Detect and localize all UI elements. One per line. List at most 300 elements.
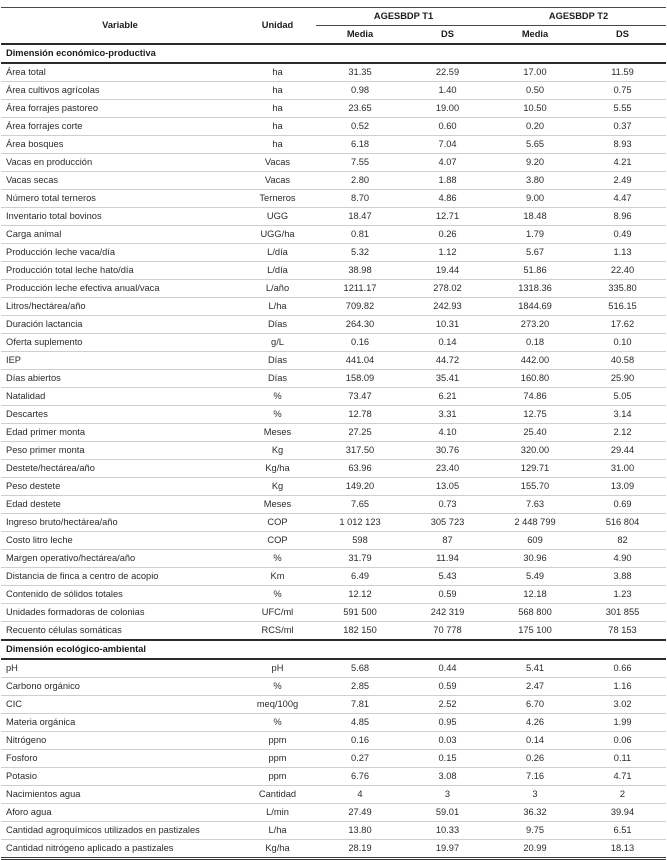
- unit-cell: Meses: [239, 424, 316, 442]
- table-row: [1, 82, 666, 100]
- t1-media-cell: 4: [316, 786, 404, 804]
- table-row: [1, 696, 666, 714]
- variable-cell: Área cultivos agrícolas: [1, 82, 239, 100]
- t1-ds-cell: 4.10: [404, 424, 491, 442]
- t1-ds-cell: 13.05: [404, 478, 491, 496]
- variable-cell: Edad destete: [1, 496, 239, 514]
- t1-ds-cell: 19.97: [404, 840, 491, 859]
- variable-cell: Producción leche vaca/día: [1, 244, 239, 262]
- t2-media-cell: 5.65: [491, 136, 579, 154]
- t1-ds-cell: 6.21: [404, 388, 491, 406]
- t2-ds-cell: 18.13: [579, 840, 666, 859]
- t1-media-cell: 1 012 123: [316, 514, 404, 532]
- t2-media-cell: 155.70: [491, 478, 579, 496]
- variable-cell: Vacas en producción: [1, 154, 239, 172]
- t1-media-cell: 0.27: [316, 750, 404, 768]
- t2-ds-cell: 4.90: [579, 550, 666, 568]
- variable-cell: Ingreso bruto/hectárea/año: [1, 514, 239, 532]
- t2-media-cell: 442.00: [491, 352, 579, 370]
- t1-ds-cell: 0.03: [404, 732, 491, 750]
- column-header-variable: Variable: [1, 8, 239, 45]
- t1-media-cell: 0.16: [316, 334, 404, 352]
- variable-cell: Distancia de finca a centro de acopio: [1, 568, 239, 586]
- variable-cell: Área total: [1, 63, 239, 82]
- t1-ds-cell: 0.14: [404, 334, 491, 352]
- unit-cell: Kg/ha: [239, 840, 316, 859]
- t2-ds-cell: 5.55: [579, 100, 666, 118]
- table-row: [1, 460, 666, 478]
- column-header-unidad: Unidad: [239, 8, 316, 45]
- t1-ds-cell: 0.26: [404, 226, 491, 244]
- t1-media-cell: 264.30: [316, 316, 404, 334]
- t2-ds-cell: 29.44: [579, 442, 666, 460]
- section-title: Dimensión ecológico-ambiental: [1, 640, 666, 659]
- t1-media-cell: 7.65: [316, 496, 404, 514]
- t1-media-cell: 0.81: [316, 226, 404, 244]
- t2-ds-cell: 0.49: [579, 226, 666, 244]
- t1-ds-cell: 10.31: [404, 316, 491, 334]
- t2-ds-cell: 1.99: [579, 714, 666, 732]
- t2-media-cell: 5.41: [491, 659, 579, 678]
- t2-media-cell: 1.79: [491, 226, 579, 244]
- t2-ds-cell: 40.58: [579, 352, 666, 370]
- unit-cell: ha: [239, 118, 316, 136]
- table-row: [1, 532, 666, 550]
- table-row: [1, 622, 666, 641]
- t2-ds-cell: 2: [579, 786, 666, 804]
- unit-cell: ppm: [239, 768, 316, 786]
- table-row: [1, 298, 666, 316]
- t2-ds-cell: 0.66: [579, 659, 666, 678]
- t2-media-cell: 609: [491, 532, 579, 550]
- t2-ds-cell: 335.80: [579, 280, 666, 298]
- t2-ds-cell: 1.16: [579, 678, 666, 696]
- t1-media-cell: 4.85: [316, 714, 404, 732]
- table-row: [1, 442, 666, 460]
- t2-ds-cell: 1.13: [579, 244, 666, 262]
- variable-cell: Peso destete: [1, 478, 239, 496]
- variable-cell: Peso primer monta: [1, 442, 239, 460]
- variable-cell: Área forrajes pastoreo: [1, 100, 239, 118]
- table-row: [1, 659, 666, 678]
- t2-ds-cell: 11.59: [579, 63, 666, 82]
- t1-ds-cell: 35.41: [404, 370, 491, 388]
- t1-ds-cell: 12.71: [404, 208, 491, 226]
- unit-cell: ppm: [239, 732, 316, 750]
- variable-cell: Cantidad agroquímicos utilizados en pastizales: [1, 822, 239, 840]
- t2-media-cell: 129.71: [491, 460, 579, 478]
- t1-media-cell: 441.04: [316, 352, 404, 370]
- column-group-agesbdp-t2: AGESBDP T2: [491, 8, 666, 26]
- t2-media-cell: 20.99: [491, 840, 579, 859]
- t2-ds-cell: 516.15: [579, 298, 666, 316]
- table-row: [1, 100, 666, 118]
- variable-cell: Área forrajes corte: [1, 118, 239, 136]
- unit-cell: ha: [239, 82, 316, 100]
- t1-media-cell: 0.16: [316, 732, 404, 750]
- t2-ds-cell: 25.90: [579, 370, 666, 388]
- variable-cell: Litros/hectárea/año: [1, 298, 239, 316]
- t2-ds-cell: 4.47: [579, 190, 666, 208]
- unit-cell: %: [239, 406, 316, 424]
- unit-cell: Días: [239, 370, 316, 388]
- t2-media-cell: 0.20: [491, 118, 579, 136]
- t1-ds-cell: 242.93: [404, 298, 491, 316]
- t2-ds-cell: 8.93: [579, 136, 666, 154]
- table-header: [1, 8, 666, 45]
- unit-cell: COP: [239, 532, 316, 550]
- unit-cell: Kg: [239, 442, 316, 460]
- variable-cell: Descartes: [1, 406, 239, 424]
- t1-ds-cell: 3.31: [404, 406, 491, 424]
- t1-ds-cell: 3.08: [404, 768, 491, 786]
- variable-cell: Contenido de sólidos totales: [1, 586, 239, 604]
- t1-ds-cell: 44.72: [404, 352, 491, 370]
- table-row: [1, 586, 666, 604]
- table-row: [1, 496, 666, 514]
- unit-cell: L/ha: [239, 822, 316, 840]
- t2-media-cell: 3.80: [491, 172, 579, 190]
- variable-cell: Inventario total bovinos: [1, 208, 239, 226]
- table-row: [1, 280, 666, 298]
- t2-ds-cell: 78 153: [579, 622, 666, 641]
- table-row: [1, 786, 666, 804]
- variable-cell: pH: [1, 659, 239, 678]
- variable-cell: Edad primer monta: [1, 424, 239, 442]
- t1-ds-cell: 1.88: [404, 172, 491, 190]
- unit-cell: Vacas: [239, 172, 316, 190]
- t1-media-cell: 73.47: [316, 388, 404, 406]
- variable-cell: Cantidad nitrógeno aplicado a pastizales: [1, 840, 239, 859]
- t2-ds-cell: 39.94: [579, 804, 666, 822]
- unit-cell: Días: [239, 352, 316, 370]
- t1-media-cell: 2.85: [316, 678, 404, 696]
- t2-ds-cell: 6.51: [579, 822, 666, 840]
- t1-media-cell: 38.98: [316, 262, 404, 280]
- t2-ds-cell: 17.62: [579, 316, 666, 334]
- t2-media-cell: 10.50: [491, 100, 579, 118]
- unit-cell: Kg: [239, 478, 316, 496]
- t1-ds-cell: 0.60: [404, 118, 491, 136]
- unit-cell: L/ha: [239, 298, 316, 316]
- t1-media-cell: 182 150: [316, 622, 404, 641]
- t2-media-cell: 9.20: [491, 154, 579, 172]
- column-header-t1-media: Media: [316, 26, 404, 45]
- table-row: [1, 406, 666, 424]
- variable-cell: Nitrógeno: [1, 732, 239, 750]
- t1-ds-cell: 70 778: [404, 622, 491, 641]
- table-row: [1, 118, 666, 136]
- table-row: [1, 514, 666, 532]
- table-row: [1, 732, 666, 750]
- t2-media-cell: 0.14: [491, 732, 579, 750]
- t1-media-cell: 591 500: [316, 604, 404, 622]
- unit-cell: Terneros: [239, 190, 316, 208]
- unit-cell: Vacas: [239, 154, 316, 172]
- unit-cell: COP: [239, 514, 316, 532]
- variable-cell: Nacimientos agua: [1, 786, 239, 804]
- section-header-row: [1, 640, 666, 659]
- unit-cell: Km: [239, 568, 316, 586]
- unit-cell: %: [239, 388, 316, 406]
- t2-media-cell: 2.47: [491, 678, 579, 696]
- t2-media-cell: 18.48: [491, 208, 579, 226]
- t1-media-cell: 149.20: [316, 478, 404, 496]
- unit-cell: %: [239, 714, 316, 732]
- t2-ds-cell: 4.71: [579, 768, 666, 786]
- variable-cell: Natalidad: [1, 388, 239, 406]
- t2-ds-cell: 8.96: [579, 208, 666, 226]
- t2-media-cell: 1318.36: [491, 280, 579, 298]
- column-header-t1-ds: DS: [404, 26, 491, 45]
- t1-media-cell: 0.52: [316, 118, 404, 136]
- t1-media-cell: 31.79: [316, 550, 404, 568]
- t2-media-cell: 2 448 799: [491, 514, 579, 532]
- unit-cell: ha: [239, 136, 316, 154]
- table-row: [1, 750, 666, 768]
- variable-cell: CIC: [1, 696, 239, 714]
- table-row: [1, 550, 666, 568]
- variable-cell: Días abiertos: [1, 370, 239, 388]
- unit-cell: Días: [239, 316, 316, 334]
- t1-ds-cell: 4.07: [404, 154, 491, 172]
- t1-media-cell: 12.78: [316, 406, 404, 424]
- column-header-t2-ds: DS: [579, 26, 666, 45]
- t2-ds-cell: 2.12: [579, 424, 666, 442]
- t1-media-cell: 12.12: [316, 586, 404, 604]
- t2-ds-cell: 0.11: [579, 750, 666, 768]
- t2-media-cell: 9.00: [491, 190, 579, 208]
- table-row: [1, 316, 666, 334]
- t1-ds-cell: 87: [404, 532, 491, 550]
- t2-media-cell: 36.32: [491, 804, 579, 822]
- table-row: [1, 568, 666, 586]
- table-row: [1, 208, 666, 226]
- unit-cell: Kg/ha: [239, 460, 316, 478]
- variable-cell: IEP: [1, 352, 239, 370]
- t1-ds-cell: 0.59: [404, 586, 491, 604]
- t1-media-cell: 709.82: [316, 298, 404, 316]
- t1-ds-cell: 305 723: [404, 514, 491, 532]
- table-row: [1, 388, 666, 406]
- unit-cell: UFC/ml: [239, 604, 316, 622]
- variable-cell: Producción total leche hato/día: [1, 262, 239, 280]
- table-row: [1, 262, 666, 280]
- variable-cell: Carbono orgánico: [1, 678, 239, 696]
- unit-cell: g/L: [239, 334, 316, 352]
- t1-media-cell: 5.32: [316, 244, 404, 262]
- t2-media-cell: 3: [491, 786, 579, 804]
- t2-media-cell: 1844.69: [491, 298, 579, 316]
- t2-ds-cell: 22.40: [579, 262, 666, 280]
- t2-ds-cell: 3.14: [579, 406, 666, 424]
- variable-cell: Materia orgánica: [1, 714, 239, 732]
- results-table: [1, 7, 666, 860]
- variable-cell: Margen operativo/hectárea/año: [1, 550, 239, 568]
- t1-media-cell: 1211.17: [316, 280, 404, 298]
- t1-ds-cell: 278.02: [404, 280, 491, 298]
- t2-media-cell: 7.16: [491, 768, 579, 786]
- t2-media-cell: 12.18: [491, 586, 579, 604]
- table-row: [1, 190, 666, 208]
- t1-ds-cell: 2.52: [404, 696, 491, 714]
- t1-ds-cell: 22.59: [404, 63, 491, 82]
- variable-cell: Costo litro leche: [1, 532, 239, 550]
- t1-media-cell: 2.80: [316, 172, 404, 190]
- t1-media-cell: 13.80: [316, 822, 404, 840]
- t2-media-cell: 0.26: [491, 750, 579, 768]
- unit-cell: ha: [239, 100, 316, 118]
- t2-ds-cell: 0.10: [579, 334, 666, 352]
- t1-media-cell: 27.25: [316, 424, 404, 442]
- t2-media-cell: 320.00: [491, 442, 579, 460]
- t1-ds-cell: 11.94: [404, 550, 491, 568]
- t1-ds-cell: 1.40: [404, 82, 491, 100]
- t2-ds-cell: 4.21: [579, 154, 666, 172]
- header-row-groups: [1, 8, 666, 26]
- unit-cell: ha: [239, 63, 316, 82]
- unit-cell: L/día: [239, 262, 316, 280]
- t1-media-cell: 18.47: [316, 208, 404, 226]
- unit-cell: L/día: [239, 244, 316, 262]
- t1-ds-cell: 59.01: [404, 804, 491, 822]
- t2-media-cell: 6.70: [491, 696, 579, 714]
- column-group-agesbdp-t1: AGESBDP T1: [316, 8, 491, 26]
- t2-media-cell: 7.63: [491, 496, 579, 514]
- table-row: [1, 226, 666, 244]
- t1-ds-cell: 0.73: [404, 496, 491, 514]
- t2-ds-cell: 0.37: [579, 118, 666, 136]
- t1-media-cell: 27.49: [316, 804, 404, 822]
- table-row: [1, 804, 666, 822]
- table-row: [1, 136, 666, 154]
- t2-ds-cell: 13.09: [579, 478, 666, 496]
- t2-media-cell: 25.40: [491, 424, 579, 442]
- t1-media-cell: 5.68: [316, 659, 404, 678]
- section-header-row: [1, 44, 666, 63]
- t2-ds-cell: 516 804: [579, 514, 666, 532]
- table-row: [1, 172, 666, 190]
- unit-cell: UGG/ha: [239, 226, 316, 244]
- t2-media-cell: 12.75: [491, 406, 579, 424]
- unit-cell: meq/100g: [239, 696, 316, 714]
- t1-ds-cell: 0.15: [404, 750, 491, 768]
- t2-media-cell: 0.50: [491, 82, 579, 100]
- t1-media-cell: 317.50: [316, 442, 404, 460]
- t1-ds-cell: 23.40: [404, 460, 491, 478]
- unit-cell: L/min: [239, 804, 316, 822]
- t1-ds-cell: 0.59: [404, 678, 491, 696]
- variable-cell: Producción leche efectiva anual/vaca: [1, 280, 239, 298]
- t2-media-cell: 5.49: [491, 568, 579, 586]
- t1-media-cell: 28.19: [316, 840, 404, 859]
- t2-ds-cell: 0.06: [579, 732, 666, 750]
- variable-cell: Destete/hectárea/año: [1, 460, 239, 478]
- section-title: Dimensión económico-productiva: [1, 44, 666, 63]
- t1-ds-cell: 5.43: [404, 568, 491, 586]
- t1-media-cell: 63.96: [316, 460, 404, 478]
- variable-cell: Fosforo: [1, 750, 239, 768]
- t2-media-cell: 30.96: [491, 550, 579, 568]
- t2-media-cell: 51.86: [491, 262, 579, 280]
- t1-ds-cell: 30.76: [404, 442, 491, 460]
- t1-media-cell: 598: [316, 532, 404, 550]
- t1-media-cell: 6.49: [316, 568, 404, 586]
- t2-media-cell: 568 800: [491, 604, 579, 622]
- t2-media-cell: 74.86: [491, 388, 579, 406]
- variable-cell: Aforo agua: [1, 804, 239, 822]
- variable-cell: Potasio: [1, 768, 239, 786]
- t1-ds-cell: 0.44: [404, 659, 491, 678]
- table-row: [1, 714, 666, 732]
- unit-cell: pH: [239, 659, 316, 678]
- table-row: [1, 63, 666, 82]
- t1-media-cell: 7.81: [316, 696, 404, 714]
- t2-ds-cell: 1.23: [579, 586, 666, 604]
- unit-cell: Cantidad: [239, 786, 316, 804]
- t2-ds-cell: 31.00: [579, 460, 666, 478]
- t2-ds-cell: 0.75: [579, 82, 666, 100]
- t2-media-cell: 9.75: [491, 822, 579, 840]
- t1-ds-cell: 242 319: [404, 604, 491, 622]
- table-row: [1, 244, 666, 262]
- table-row: [1, 768, 666, 786]
- unit-cell: Meses: [239, 496, 316, 514]
- table-row: [1, 822, 666, 840]
- t1-ds-cell: 1.12: [404, 244, 491, 262]
- t1-media-cell: 158.09: [316, 370, 404, 388]
- variable-cell: Duración lactancia: [1, 316, 239, 334]
- t1-media-cell: 6.18: [316, 136, 404, 154]
- t1-media-cell: 31.35: [316, 63, 404, 82]
- unit-cell: L/año: [239, 280, 316, 298]
- table-row: [1, 604, 666, 622]
- unit-cell: RCS/ml: [239, 622, 316, 641]
- t1-media-cell: 0.98: [316, 82, 404, 100]
- t1-ds-cell: 10.33: [404, 822, 491, 840]
- table-row: [1, 370, 666, 388]
- t2-ds-cell: 3.88: [579, 568, 666, 586]
- t1-media-cell: 8.70: [316, 190, 404, 208]
- table-row: [1, 352, 666, 370]
- table-row: [1, 424, 666, 442]
- variable-cell: Recuento células somáticas: [1, 622, 239, 641]
- t2-ds-cell: 2.49: [579, 172, 666, 190]
- table-row: [1, 334, 666, 352]
- t2-media-cell: 4.26: [491, 714, 579, 732]
- column-header-t2-media: Media: [491, 26, 579, 45]
- t2-media-cell: 160.80: [491, 370, 579, 388]
- t1-media-cell: 23.65: [316, 100, 404, 118]
- table-row: [1, 478, 666, 496]
- variable-cell: Área bosques: [1, 136, 239, 154]
- t1-ds-cell: 4.86: [404, 190, 491, 208]
- t2-media-cell: 5.67: [491, 244, 579, 262]
- t2-ds-cell: 0.69: [579, 496, 666, 514]
- t2-ds-cell: 5.05: [579, 388, 666, 406]
- t2-media-cell: 273.20: [491, 316, 579, 334]
- t2-media-cell: 17.00: [491, 63, 579, 82]
- t2-ds-cell: 82: [579, 532, 666, 550]
- unit-cell: UGG: [239, 208, 316, 226]
- variable-cell: Unidades formadoras de colonias: [1, 604, 239, 622]
- t1-ds-cell: 19.44: [404, 262, 491, 280]
- t1-ds-cell: 3: [404, 786, 491, 804]
- table-body: [1, 44, 666, 859]
- unit-cell: %: [239, 678, 316, 696]
- t1-ds-cell: 7.04: [404, 136, 491, 154]
- variable-cell: Carga animal: [1, 226, 239, 244]
